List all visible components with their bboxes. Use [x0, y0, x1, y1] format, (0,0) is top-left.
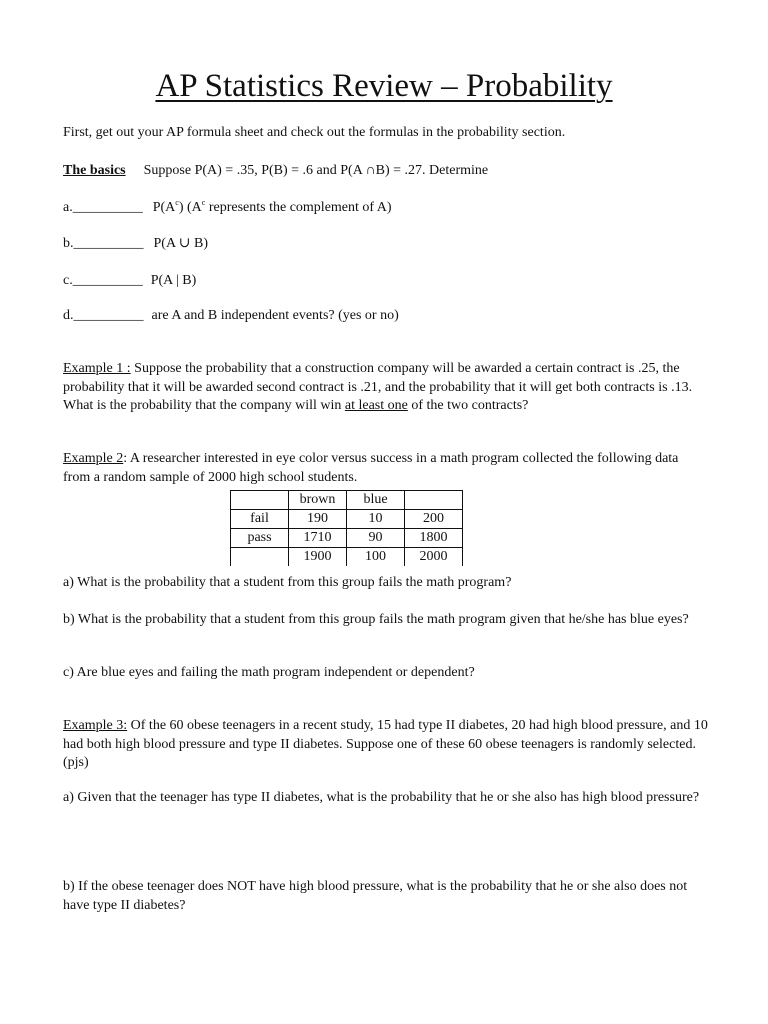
example-3-question-b: b) If the obese teenager does NOT have high blood pressure, what is the probability that he or she also does not have type II diabetes?: [63, 879, 688, 913]
table-row: [231, 548, 463, 567]
intro-text: First, get out your AP formula sheet and check out the formulas in the probability section.: [63, 125, 566, 140]
basics-heading: The basics: [63, 163, 126, 178]
item-a-text-3: represents the complement of A): [205, 200, 392, 215]
table-cell: 2000: [405, 548, 463, 567]
table-row: [231, 529, 463, 548]
table-cell: 190: [289, 510, 347, 529]
example-2-label: Example 2: [63, 451, 124, 466]
blank-d: d.__________: [63, 308, 144, 323]
basics-item-b: [63, 235, 208, 253]
example-2-question-b: b) What is the probability that a student from this group fails the math program given that he/she has blue eyes?: [63, 612, 689, 627]
example-2-text: : A researcher interested in eye color versus success in a math program collected the following data from a random sample of 2000 high school students.: [63, 451, 679, 485]
blank-c: c.__________: [63, 273, 143, 288]
blank-b: b.__________: [63, 236, 144, 251]
basics-item-a: [63, 199, 392, 217]
example-3-text: Of the 60 obese teenagers in a recent study, 15 had type II diabetes, 20 had high blood pressure, and 10 had both high blood pressure and type II diabetes. Suppose one of these 60 obese teenagers is randomly selected. (pjs): [63, 718, 708, 770]
item-a-sup: c: [175, 198, 179, 207]
item-c-text: P(A | B): [150, 273, 197, 288]
table-cell: 90: [347, 529, 405, 548]
table-cell: 1710: [289, 529, 347, 548]
example-1: [63, 360, 708, 416]
table-row-label: [231, 548, 289, 567]
example-2-question-c: c) Are blue eyes and failing the math program independent or dependent?: [63, 665, 475, 680]
example-3-question-a: a) Given that the teenager has type II diabetes, what is the probability that he or she also has high blood pressure?: [63, 790, 700, 805]
example-2: [63, 450, 708, 487]
table-header-cell: brown: [289, 491, 347, 510]
page-title: AP Statistics Review – Probability: [155, 68, 613, 104]
table-cell: 100: [347, 548, 405, 567]
table-header-row: [231, 491, 463, 510]
item-d-text: are A and B independent events? (yes or no): [151, 308, 399, 323]
basics-line: [63, 162, 488, 180]
example-1-label: Example 1 :: [63, 361, 131, 376]
table-header-cell: [405, 491, 463, 510]
basics-item-c: [63, 272, 196, 290]
table-cell: 10: [347, 510, 405, 529]
example-2-question-a: a) What is the probability that a student from this group fails the math program?: [63, 575, 512, 590]
table-row-label: fail: [231, 510, 289, 529]
example-1-emphasis: at least one: [344, 398, 408, 413]
example-3-label: Example 3:: [63, 718, 128, 733]
example-1-text: Suppose the probability that a construction company will be awarded a certain contract is .25, the probability that it will be awarded second contract is .21, and the probability that it will get both contracts is .13. What is the probability that the company will win: [63, 361, 693, 413]
basics-text: Suppose P(A) = .35, P(B) = .6 and P(A ∩B) = .27. Determine: [143, 163, 489, 178]
table-row-label: pass: [231, 529, 289, 548]
item-a-sup-2: c: [201, 198, 206, 207]
table-cell: 1900: [289, 548, 347, 567]
table-row: [231, 510, 463, 529]
item-a-text: P(A: [152, 200, 176, 215]
table-cell: 1800: [405, 529, 463, 548]
table-cell: [231, 491, 289, 510]
two-way-table: [230, 490, 463, 566]
example-3: [63, 717, 708, 773]
item-b-text: P(A ∪ B): [153, 236, 209, 251]
example-1-text-end: of the two contracts?: [407, 398, 529, 413]
basics-item-d: [63, 307, 399, 325]
item-a-text-2: ) (A: [178, 200, 202, 215]
blank-a: a.__________: [63, 200, 143, 215]
table-header-cell: blue: [347, 491, 405, 510]
table-cell: 200: [405, 510, 463, 529]
